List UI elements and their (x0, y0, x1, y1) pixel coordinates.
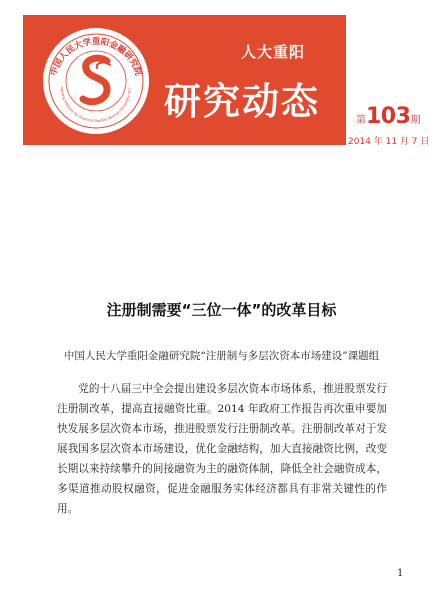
issue-value: 103 (366, 104, 411, 129)
article-author: 中国人民大学重阳金融研究院“注册制与多层次资本市场建设”课题组 (63, 350, 380, 362)
issue-number (356, 104, 420, 129)
publication-title: 研究动态 (164, 80, 320, 123)
issue-suffix: 期 (410, 115, 421, 126)
issue-date: 2014 年 11 月 7 日 (348, 137, 430, 147)
logo-chinese-text: 中国人民大学重阳金融研究院 (49, 37, 143, 78)
issue-prefix: 第 (356, 115, 366, 126)
article-title: 注册制需要“三位一体”的改革目标 (106, 301, 337, 319)
article-paragraph: 党的十八届三中全会提出建设多层次资本市场体系，推进股票发行注册制改革，提高直接融资比重。2014 年政府工作报告再次重申要加快发展多层次资本市场，推进股票发行注册制改革。注册制改革对于发展我国多层次资本市场建设，优化金融结构，加大直接融资比例，改变长期以来持续攀升的间接融资为主的融资体制，降低全社会融资成本，多渠道推动股权融资，促进金融服务实体经济都具有非常关键性的作用。 (57, 383, 387, 515)
header-banner (23, 15, 346, 145)
logo-english-text: ngyang Institute for Financial Studies Renmin University of C (59, 86, 133, 124)
brand-name: 人大重阳 (241, 43, 306, 61)
page-number: 1 (397, 568, 404, 579)
institute-logo-icon (37, 21, 155, 139)
